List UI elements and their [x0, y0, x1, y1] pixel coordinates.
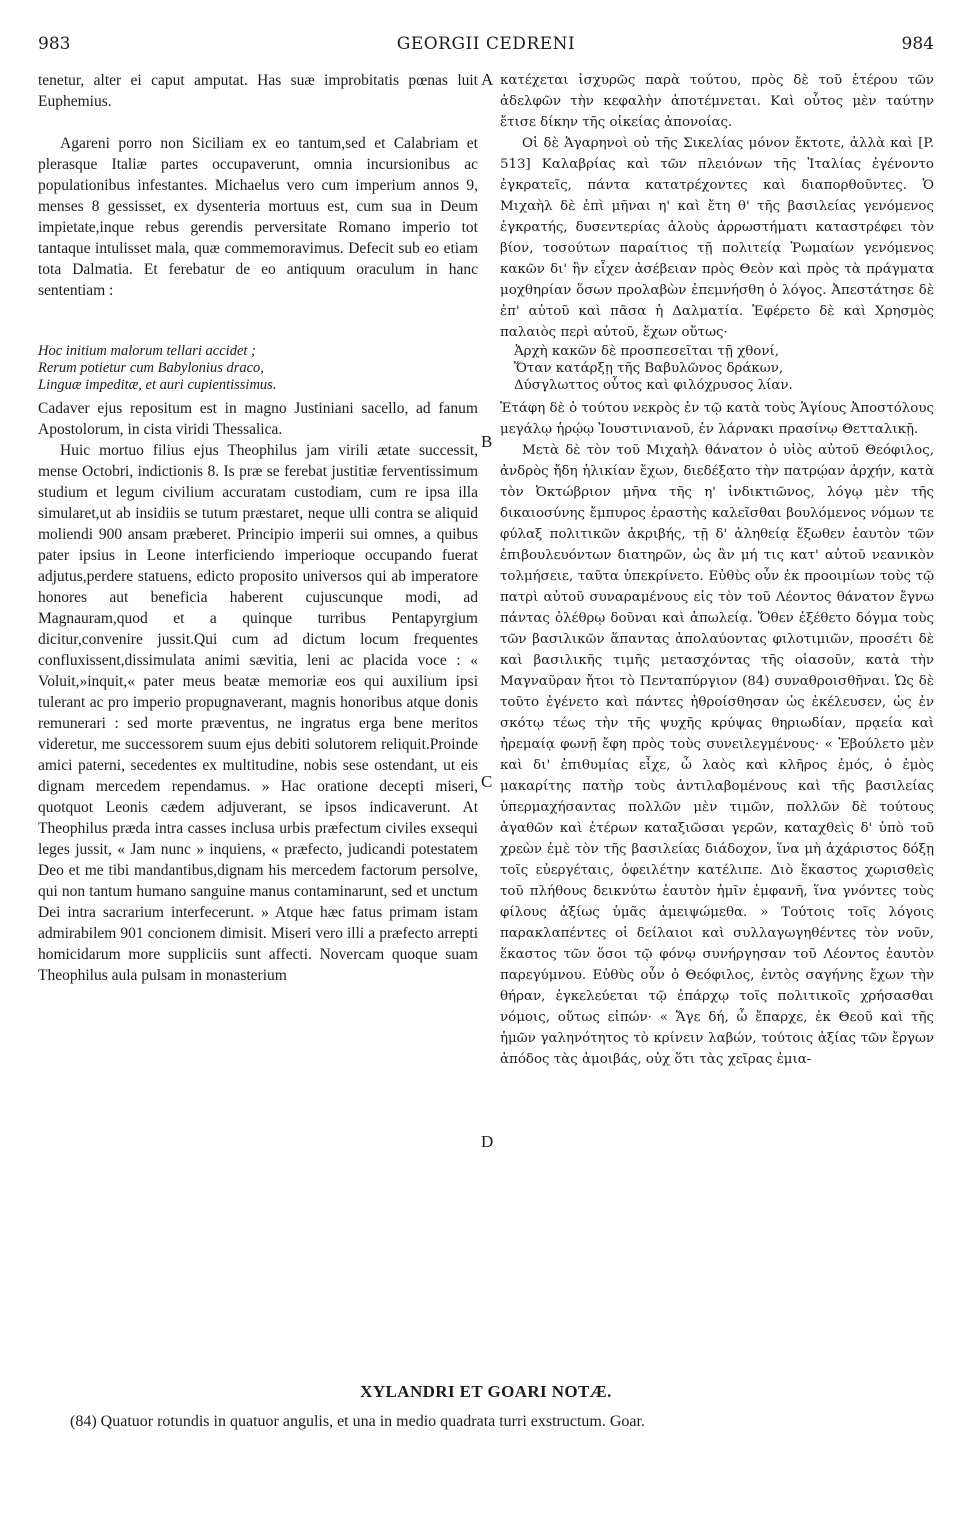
notes-heading: XYLANDRI ET GOARI NOTÆ.	[360, 1382, 612, 1401]
latin-paragraph: Cadaver ejus repositum est in magno Justiniani sacello, ad fanum Apostolorum, in cista viridi Thessalica.	[38, 400, 478, 438]
greek-paragraph: κατέχεται ἰσχυρῶς παρὰ τούτου, πρὸς δὲ τοῦ ἑτέρου τῶν ἀδελφῶν τὴν κεφαλὴν ἀποτέμνεται. Καὶ οὗτος μὲν ταύτην ἔτισε δίκην τῆς οἰκείας ἀπονοίας.	[500, 73, 934, 130]
verse-line: Δύσγλωττος οὗτος καὶ φιλόχρυσος λίαν.	[514, 378, 793, 393]
verse-line: Linguæ impeditæ, et auri cupientissimus.	[38, 377, 277, 393]
verse-line: Rerum potietur cum Babylonius draco,	[38, 360, 264, 376]
greek-column	[500, 70, 934, 1070]
greek-paragraph: Οἱ δὲ Ἀγαρηνοὶ οὐ τῆς Σικελίας μόνον ἔκτοτε, ἀλλὰ καὶ [P. 513] Καλαβρίας καὶ τῶν πλειόνων τῆς Ἰταλίας ἐγένοντο ἐγκρατεῖς, πάντα κατατρέχοντες καὶ διαπορθοῦντες. Ὁ Μιχαὴλ δὲ ἐπὶ μῆναι η' καὶ ἔτη θ' τῆς βασιλείας γενόμενος ἐγκρατής, δυσεντερίας ἁλοὺς ἀρρωστήματι καταστρέφει τὸν βίον, τοσούτων παραίτιος τῇ πολιτείᾳ Ῥωμαίων γενόμενος κακῶν δι' ἣν εἶχεν ἀσέβειαν πρὸς Θεὸν καὶ πρὸς τὰ πράγματα μοχθηρίαν ὅσων προλαβὼν ἐπεμνήσθη ὁ λόγος. Ἀπεστάτησε δὲ ἐπ' αὐτοῦ καὶ πᾶσα ἡ Δαλματία. Ἐφέρετο δὲ καὶ Χρησμὸς παλαιὸς περὶ αὐτοῦ, ἔχων οὕτως·	[500, 136, 934, 340]
page-number-left: 983	[38, 34, 71, 54]
greek-paragraph: Ἐτάφη δὲ ὁ τούτου νεκρὸς ἐν τῷ κατὰ τοὺς Ἁγίους Ἀποστόλους μεγάλῳ ἡρῴῳ Ἰουστινιανοῦ, ἐν λάρνακι πρασίνῳ Θετταλικῇ.	[500, 401, 934, 437]
latin-oracle-verse	[38, 343, 478, 394]
latin-paragraph: Huic mortuo filius ejus Theophilus jam virili ætate successit, mense Octobri, indictionis 8. Is præ se ferebat justitiæ ferventissimum studium et legum civilium accuratam custodiam, cum re ipsa illa simularet,ut ab insidiis se tutum præstaret, neque ulli contra se aliquid moliendi 900 ansam præberet. Principio imperii sui omnes, a quibus pater ipsius in Leone interficiendo imperioque occupando fuerat adjutus,perdere statuens, edicto proposito universos qui ab imperatore honores aut beneficia haberent cujuscunque modi, ad Magnauram,quod et a quinque turribus Pentapyrgium dicitur,convenire jussit.Qui cum ad dictum locum frequentes confluxissent,dissimulata animi sævitia, leni ac placida voce : « Voluit,»inquit,« pater meus beatæ memoriæ eos qui auxilium ipsi tulerant ac pro imperio propugnaverant, magnis honoribus atque donis remunerari : sed morte præventus, ne ingratus erga bene meritos videretur, me successorem suum ejus debiti solutorem reliquit.Proinde amici paterni, secedentes ex multitudine, nobis sese ostendant, ut eis dignam mercedem rependamus. » Hac oratione decepti miseri, quotquot Leonis cædem adjuverant, se ipsos indicaverunt. At Theophilus præda intra casses inclusa urbis præfectum civiles exsequi leges jussit, « Jam nunc » inquiens, « præfecto, judicandi potestatem Deo et me tibi mandantibus,dignam his mercedem factorum persolve, qui non tantum humano sanguine manus contaminarunt, sed et unctum Dei intra sacrarium interfecerunt. » Atque hæc fatus primam istam admirabilem 901 concionem dimisit. Miseri vero illi a præfecto arrepti homicidarum more suppliciis sunt affecti. Novercam quoque suam Theophilus aula pulsam in monasterium	[38, 442, 478, 984]
latin-paragraph: tenetur, alter ei caput amputat. Has suæ improbitatis pœnas luit Euphemius.	[38, 72, 478, 110]
verse-line: Hoc initium malorum tellari accidet ;	[38, 343, 256, 359]
section-marker-a: A	[481, 70, 494, 89]
verse-line: Ὅταν κατάρξῃ τῆς Βαβυλῶνος δράκων,	[514, 361, 784, 376]
footnote-84: (84) Quatuor rotundis in quatuor angulis, et una in medio quadrata turri exstructum. Goar.	[70, 1413, 645, 1430]
greek-paragraph: Μετὰ δὲ τὸν τοῦ Μιχαὴλ θάνατον ὁ υἱὸς αὐτοῦ Θεόφιλος, ἀνδρὸς ἤδη ἡλικίαν ἔχων, διεδέξατο τὴν πατρῴαν ἀρχήν, κατὰ τὸν Ὀκτώβριον μῆνα τῆς η' ἰνδικτιῶνος, λόγῳ μὲν τῆς δικαιοσύνης ἔμπυρος ἐραστὴς καλεῖσθαι βουλόμενος νόμων τε φύλαξ πολιτικῶν ἀκριβής, τῇ δ' ἀληθείᾳ ἔξωθεν ἑαυτὸν τῶν ἐπιβουλευόντων διατηρῶν, ὡς ἂν μή τις κατ' αὐτοῦ νεανικὸν τολμήσειε, ταῦτα ὑπεκρίνετο. Εὐθὺς οὖν ἐκ προοιμίων τοὺς τῷ πατρὶ αὐτοῦ συναραμένους εἰς τὸν τοῦ Λέοντος θάνατον ἔγνω πάντας ὀλέθρῳ δοῦναι καὶ ἀπωλείᾳ. Ὅθεν ἐξέθετο δόγμα τοὺς τῶν βασιλικῶν ἅπαντας ἀπολαύοντας φιλοτιμιῶν, προσέτι δὲ καὶ βασιλικῆς τιμῆς μετασχόντας τῆς οἱασοῦν, κατὰ τὴν Μαγναῦραν ἤτοι τὸ Πενταπύργιον (84) συναθροισθῆναι. Ὡς δὲ τοῦτο ἐγένετο καὶ πάντες ἠθροίσθησαν ὡς ἐκέλευσεν, ὡς ἐν σκότῳ τέως τὴν τῆς ψυχῆς κρύψας θηριωδίαν, πρᾳεία καὶ ἠρεμαίᾳ φωνῇ ἔφη πρὸς τοὺς συνειλεγμένους· « Ἐβούλετο μὲν καὶ δι' ἐπιθυμίας εἶχε, ὦ λαὸς καὶ κλῆρος ἐμός, ὁ ἐμὸς μακαρίτης πατὴρ τοὺς ἀντιλαβομένους καὶ τῆς βασιλείας ὑπερμαχήσαντας πολλῶν μὲν τιμῶν, πολλῶν δὲ τούτους ἀγαθῶν καὶ ἑτέρων καταξιῶσαι γερῶν, καταχθεὶς δ' ὑπὸ τοῦ χρεὼν ἐμὲ τὸν τῆς βασιλείας διάδοχον, ἵνα μὴ ἀχάριστος δόξῃ τοῖς εὐεργέταις, ὀφειλέτην κατέλιπε. Διὸ ἕκαστος χωρισθεὶς τοῦ πλήθους δεικνύτω ἑαυτὸν ἡμῖν ἐμφανῆ, ἵνα γνόντες τοὺς φίλους ἀξίως ὑμᾶς ἀμειψώμεθα. » Τούτοις τοῖς λόγοις παρακλαπέντες οἱ δείλαιοι καὶ συλλαγωγηθέντες τὸν νοῦν, ἕκαστος τῶν ὅσοι τῷ φόνῳ συνήργησαν τοῦ Λέοντος ἑαυτὸν παρεγύμνου. Εὐθὺς οὖν ὁ Θεόφιλος, ἐντὸς σαγήνης ἔχων τὴν θήραν, ἐγκελεύεται τῷ ἐπάρχῳ τοῖς πολιτικοῖς χρήσασθαι νόμοις, οὕτως εἰπών· « Ἄγε δή, ὦ ἔπαρχε, ἐκ Θεοῦ καὶ τῆς ἡμῶν γαληνότητος τὸ κρίνειν λαβών, τούτοις ἀξίας τῶν ἔργων ἀπόδος τὰς ἀμοιβάς, οὐχ ὅτι τὰς χεῖρας ἐμια-	[500, 443, 934, 1067]
greek-oracle-verse	[500, 343, 934, 394]
running-title: GEORGII CEDRENI	[396, 34, 576, 54]
section-marker-b: B	[481, 432, 493, 451]
page-number-right: 984	[901, 34, 934, 54]
latin-column	[38, 70, 478, 986]
running-header	[38, 34, 934, 58]
latin-paragraph: Agareni porro non Siciliam ex eo tantum,sed et Calabriam et plerasque Italiæ partes occupaverunt, omnia incursionibus ac populationibus infestantes. Michaelus vero cum imperium annos 9, menses 8 gessisset, ex dysenteria mortuus est, cum sua in Deum impietate,inque rebus gerendis perversitate Romano imperio tot tantaque intulisset mala, quæ commemoravimus. Defecit sub eo etiam tota Dalmatia. Et ferebatur de eo antiquum oraculum in hanc sententiam :	[38, 135, 478, 299]
verse-line: Ἀρχὴ κακῶν δὲ προσπεσεῖται τῇ χθονί,	[514, 344, 780, 359]
section-marker-c: C	[481, 772, 493, 791]
section-marker-d: D	[481, 1132, 494, 1151]
